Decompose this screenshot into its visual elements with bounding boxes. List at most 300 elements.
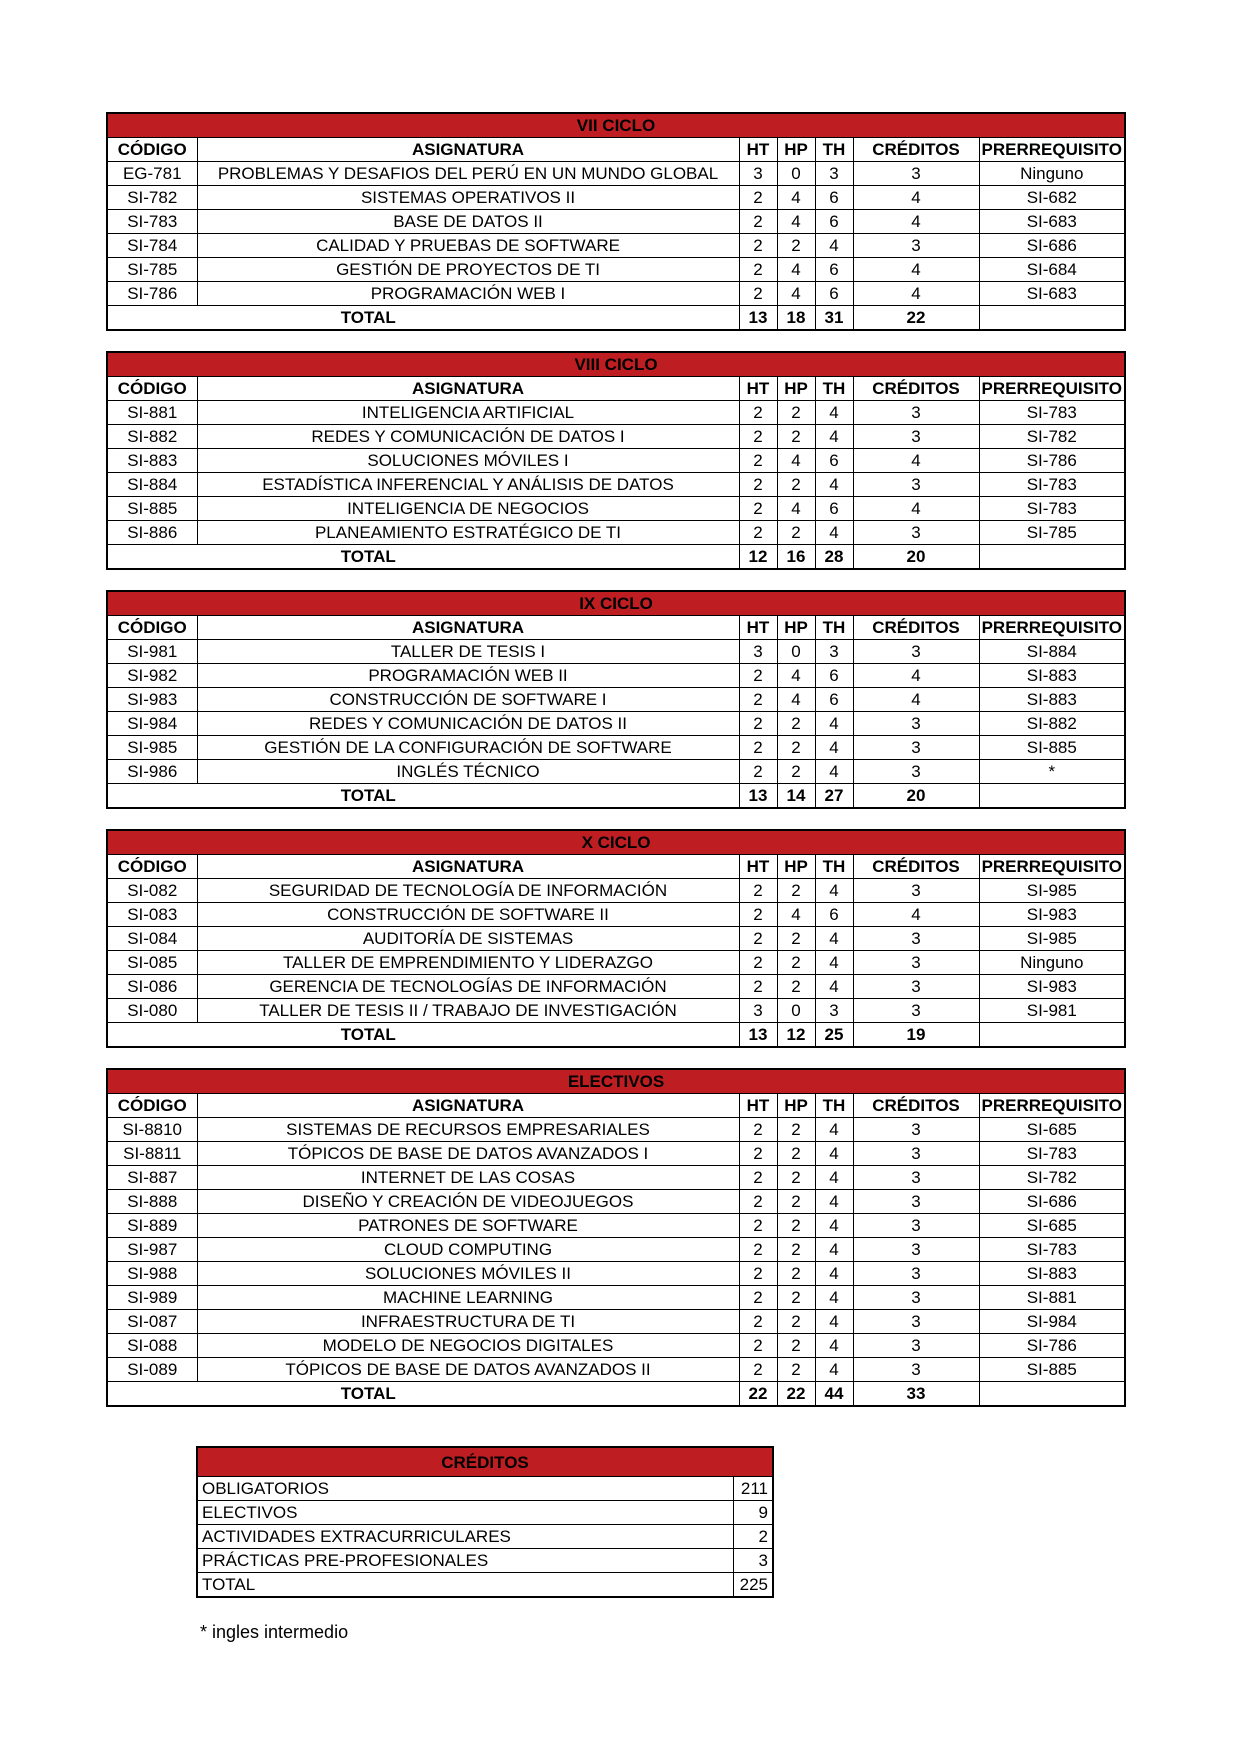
cell-creditos: 3 [853, 1190, 979, 1214]
cell-hp: 2 [777, 1238, 815, 1262]
cell-ht: 2 [739, 258, 777, 282]
cell-creditos: 4 [853, 449, 979, 473]
cell-prerrequisito: Ninguno [979, 951, 1125, 975]
cell-ht: 2 [739, 1142, 777, 1166]
column-header-th: TH [815, 1094, 853, 1118]
cell-creditos: 3 [853, 1334, 979, 1358]
table-row [107, 712, 1125, 736]
cell-hp: 0 [777, 640, 815, 664]
cell-hp: 2 [777, 1214, 815, 1238]
column-header-codigo: CÓDIGO [107, 377, 197, 401]
cell-th: 4 [815, 1118, 853, 1142]
cell-asignatura: REDES Y COMUNICACIÓN DE DATOS I [197, 425, 739, 449]
cell-th: 4 [815, 712, 853, 736]
cell-prerrequisito: SI-981 [979, 999, 1125, 1023]
cell-creditos: 3 [853, 425, 979, 449]
cell-hp: 4 [777, 664, 815, 688]
cell-hp: 2 [777, 425, 815, 449]
total-hp: 22 [777, 1382, 815, 1407]
cell-codigo: SI-083 [107, 903, 197, 927]
cell-prerrequisito: SI-883 [979, 664, 1125, 688]
cell-creditos: 3 [853, 879, 979, 903]
table-row [107, 1358, 1125, 1382]
cell-th: 4 [815, 1214, 853, 1238]
cell-prerrequisito: SI-783 [979, 401, 1125, 425]
cycle-title-row [107, 1069, 1125, 1094]
column-header-th: TH [815, 855, 853, 879]
total-hp: 18 [777, 306, 815, 331]
column-header-asignatura: ASIGNATURA [197, 616, 739, 640]
total-empty [979, 784, 1125, 809]
cell-prerrequisito: SI-884 [979, 640, 1125, 664]
cell-codigo: SI-986 [107, 760, 197, 784]
credits-label: ELECTIVOS [197, 1501, 733, 1525]
cell-asignatura: MACHINE LEARNING [197, 1286, 739, 1310]
table-row [107, 1334, 1125, 1358]
table-row [107, 664, 1125, 688]
total-label: TOTAL [107, 1023, 739, 1048]
cell-asignatura: GESTIÓN DE PROYECTOS DE TI [197, 258, 739, 282]
cell-th: 6 [815, 688, 853, 712]
total-creditos: 22 [853, 306, 979, 331]
cell-th: 4 [815, 401, 853, 425]
cell-creditos: 3 [853, 1118, 979, 1142]
credits-value: 9 [733, 1501, 773, 1525]
column-header-row [107, 377, 1125, 401]
cell-prerrequisito: SI-685 [979, 1214, 1125, 1238]
cell-prerrequisito: SI-782 [979, 425, 1125, 449]
cell-asignatura: REDES Y COMUNICACIÓN DE DATOS II [197, 712, 739, 736]
cell-creditos: 3 [853, 1358, 979, 1382]
cell-hp: 4 [777, 258, 815, 282]
cell-codigo: SI-8810 [107, 1118, 197, 1142]
table-row [107, 282, 1125, 306]
credits-value: 211 [733, 1477, 773, 1501]
cell-prerrequisito: SI-685 [979, 1118, 1125, 1142]
cell-hp: 2 [777, 1142, 815, 1166]
cell-hp: 2 [777, 521, 815, 545]
cell-creditos: 3 [853, 951, 979, 975]
cell-asignatura: AUDITORÍA DE SISTEMAS [197, 927, 739, 951]
cycle-table [106, 112, 1126, 331]
cell-hp: 2 [777, 401, 815, 425]
total-row [107, 784, 1125, 809]
cell-codigo: SI-882 [107, 425, 197, 449]
column-header-prerrequisito: PRERREQUISITO [979, 1094, 1125, 1118]
cell-hp: 2 [777, 1334, 815, 1358]
cell-creditos: 4 [853, 282, 979, 306]
cell-creditos: 4 [853, 186, 979, 210]
column-header-creditos: CRÉDITOS [853, 377, 979, 401]
column-header-codigo: CÓDIGO [107, 1094, 197, 1118]
cycle-title-row [107, 591, 1125, 616]
column-header-row [107, 1094, 1125, 1118]
cell-ht: 2 [739, 234, 777, 258]
cell-th: 4 [815, 975, 853, 999]
cell-codigo: SI-087 [107, 1310, 197, 1334]
cycle-table [106, 829, 1126, 1048]
cell-asignatura: GERENCIA DE TECNOLOGÍAS DE INFORMACIÓN [197, 975, 739, 999]
cell-hp: 2 [777, 879, 815, 903]
cell-prerrequisito: SI-984 [979, 1310, 1125, 1334]
cell-asignatura: PLANEAMIENTO ESTRATÉGICO DE TI [197, 521, 739, 545]
cell-th: 6 [815, 282, 853, 306]
cell-th: 6 [815, 664, 853, 688]
cell-th: 6 [815, 186, 853, 210]
cell-asignatura: INFRAESTRUCTURA DE TI [197, 1310, 739, 1334]
column-header-asignatura: ASIGNATURA [197, 138, 739, 162]
column-header-hp: HP [777, 616, 815, 640]
cell-codigo: SI-8811 [107, 1142, 197, 1166]
cell-th: 4 [815, 1310, 853, 1334]
table-row [107, 1190, 1125, 1214]
table-row [107, 927, 1125, 951]
total-row [107, 1023, 1125, 1048]
cell-creditos: 3 [853, 1286, 979, 1310]
cell-ht: 3 [739, 640, 777, 664]
cell-codigo: SI-783 [107, 210, 197, 234]
column-header-asignatura: ASIGNATURA [197, 1094, 739, 1118]
cell-ht: 2 [739, 1358, 777, 1382]
cell-codigo: SI-080 [107, 999, 197, 1023]
cell-prerrequisito: SI-883 [979, 1262, 1125, 1286]
cell-asignatura: CALIDAD Y PRUEBAS DE SOFTWARE [197, 234, 739, 258]
cell-th: 3 [815, 162, 853, 186]
cell-hp: 0 [777, 999, 815, 1023]
cell-th: 6 [815, 210, 853, 234]
cell-hp: 2 [777, 736, 815, 760]
cell-th: 4 [815, 760, 853, 784]
cell-ht: 2 [739, 712, 777, 736]
cell-prerrequisito: SI-782 [979, 1166, 1125, 1190]
total-creditos: 19 [853, 1023, 979, 1048]
cell-ht: 2 [739, 210, 777, 234]
cell-codigo: SI-984 [107, 712, 197, 736]
cell-creditos: 3 [853, 1262, 979, 1286]
column-header-asignatura: ASIGNATURA [197, 377, 739, 401]
total-label: TOTAL [107, 784, 739, 809]
total-ht: 22 [739, 1382, 777, 1407]
cell-asignatura: ESTADÍSTICA INFERENCIAL Y ANÁLISIS DE DATOS [197, 473, 739, 497]
table-row [107, 449, 1125, 473]
table-row [107, 999, 1125, 1023]
cell-creditos: 3 [853, 401, 979, 425]
cell-hp: 2 [777, 1166, 815, 1190]
cell-asignatura: DISEÑO Y CREACIÓN DE VIDEOJUEGOS [197, 1190, 739, 1214]
cell-creditos: 4 [853, 664, 979, 688]
total-creditos: 20 [853, 545, 979, 570]
column-header-ht: HT [739, 377, 777, 401]
cell-asignatura: PATRONES DE SOFTWARE [197, 1214, 739, 1238]
cell-asignatura: INTELIGENCIA DE NEGOCIOS [197, 497, 739, 521]
total-hp: 14 [777, 784, 815, 809]
table-row [107, 186, 1125, 210]
cell-th: 4 [815, 951, 853, 975]
cell-ht: 2 [739, 951, 777, 975]
cell-codigo: EG-781 [107, 162, 197, 186]
cell-asignatura: SEGURIDAD DE TECNOLOGÍA DE INFORMACIÓN [197, 879, 739, 903]
cell-hp: 0 [777, 162, 815, 186]
cell-hp: 2 [777, 951, 815, 975]
cell-hp: 2 [777, 975, 815, 999]
cell-prerrequisito: SI-686 [979, 234, 1125, 258]
cycle-title-row [107, 830, 1125, 855]
table-row [107, 640, 1125, 664]
cell-ht: 2 [739, 903, 777, 927]
cell-codigo: SI-086 [107, 975, 197, 999]
total-th: 27 [815, 784, 853, 809]
cell-codigo: SI-785 [107, 258, 197, 282]
cell-prerrequisito: SI-985 [979, 879, 1125, 903]
table-row [107, 760, 1125, 784]
total-label: TOTAL [107, 545, 739, 570]
cycle-table [106, 351, 1126, 570]
cell-th: 6 [815, 258, 853, 282]
cell-th: 4 [815, 1238, 853, 1262]
total-ht: 13 [739, 306, 777, 331]
cell-creditos: 3 [853, 1142, 979, 1166]
cell-codigo: SI-884 [107, 473, 197, 497]
table-row [107, 879, 1125, 903]
cell-ht: 2 [739, 1190, 777, 1214]
cell-th: 4 [815, 1334, 853, 1358]
column-header-ht: HT [739, 616, 777, 640]
cell-prerrequisito: SI-786 [979, 1334, 1125, 1358]
cell-creditos: 3 [853, 736, 979, 760]
cell-asignatura: CLOUD COMPUTING [197, 1238, 739, 1262]
cell-hp: 2 [777, 234, 815, 258]
cell-creditos: 3 [853, 473, 979, 497]
cell-prerrequisito: SI-985 [979, 927, 1125, 951]
cell-th: 3 [815, 640, 853, 664]
cell-th: 4 [815, 521, 853, 545]
total-th: 28 [815, 545, 853, 570]
cell-ht: 2 [739, 927, 777, 951]
cell-th: 6 [815, 903, 853, 927]
cell-hp: 4 [777, 210, 815, 234]
cell-creditos: 3 [853, 162, 979, 186]
column-header-ht: HT [739, 138, 777, 162]
column-header-codigo: CÓDIGO [107, 616, 197, 640]
cell-creditos: 3 [853, 1238, 979, 1262]
cell-ht: 2 [739, 473, 777, 497]
cell-creditos: 3 [853, 927, 979, 951]
cycle-title: IX CICLO [107, 591, 1125, 616]
cell-hp: 4 [777, 497, 815, 521]
cell-creditos: 3 [853, 1166, 979, 1190]
column-header-prerrequisito: PRERREQUISITO [979, 138, 1125, 162]
table-row [107, 521, 1125, 545]
cell-codigo: SI-784 [107, 234, 197, 258]
table-row [107, 473, 1125, 497]
cell-codigo: SI-088 [107, 1334, 197, 1358]
cycle-title-row [107, 113, 1125, 138]
total-row [107, 545, 1125, 570]
column-header-hp: HP [777, 1094, 815, 1118]
cell-codigo: SI-988 [107, 1262, 197, 1286]
cell-th: 4 [815, 1166, 853, 1190]
cell-asignatura: TALLER DE TESIS I [197, 640, 739, 664]
table-row [107, 162, 1125, 186]
cell-codigo: SI-883 [107, 449, 197, 473]
cell-ht: 2 [739, 401, 777, 425]
cell-ht: 2 [739, 497, 777, 521]
cell-ht: 2 [739, 1286, 777, 1310]
credits-summary-table [196, 1446, 774, 1598]
cell-codigo: SI-887 [107, 1166, 197, 1190]
cell-creditos: 3 [853, 712, 979, 736]
cell-hp: 2 [777, 1358, 815, 1382]
total-hp: 16 [777, 545, 815, 570]
credits-label: ACTIVIDADES EXTRACURRICULARES [197, 1525, 733, 1549]
cell-creditos: 3 [853, 521, 979, 545]
cell-ht: 2 [739, 879, 777, 903]
cell-hp: 4 [777, 186, 815, 210]
cell-creditos: 4 [853, 210, 979, 234]
cell-ht: 2 [739, 760, 777, 784]
cell-creditos: 4 [853, 688, 979, 712]
credits-value: 3 [733, 1549, 773, 1573]
cell-prerrequisito: SI-885 [979, 1358, 1125, 1382]
cell-hp: 2 [777, 1262, 815, 1286]
column-header-hp: HP [777, 138, 815, 162]
table-row [107, 1214, 1125, 1238]
cell-ht: 3 [739, 999, 777, 1023]
cell-prerrequisito: SI-786 [979, 449, 1125, 473]
cell-asignatura: INTELIGENCIA ARTIFICIAL [197, 401, 739, 425]
cell-codigo: SI-885 [107, 497, 197, 521]
cell-asignatura: CONSTRUCCIÓN DE SOFTWARE II [197, 903, 739, 927]
cell-th: 3 [815, 999, 853, 1023]
total-row [107, 306, 1125, 331]
cell-prerrequisito: SI-883 [979, 688, 1125, 712]
cell-hp: 2 [777, 712, 815, 736]
cell-prerrequisito: Ninguno [979, 162, 1125, 186]
cell-ht: 2 [739, 1238, 777, 1262]
cell-asignatura: SISTEMAS DE RECURSOS EMPRESARIALES [197, 1118, 739, 1142]
cell-prerrequisito: SI-683 [979, 210, 1125, 234]
cell-th: 4 [815, 1190, 853, 1214]
cell-hp: 4 [777, 449, 815, 473]
cell-th: 4 [815, 927, 853, 951]
cycle-title: VIII CICLO [107, 352, 1125, 377]
cell-ht: 2 [739, 975, 777, 999]
cell-codigo: SI-982 [107, 664, 197, 688]
cell-creditos: 3 [853, 1310, 979, 1334]
cell-codigo: SI-084 [107, 927, 197, 951]
cell-prerrequisito: SI-783 [979, 497, 1125, 521]
cell-creditos: 4 [853, 497, 979, 521]
cell-th: 4 [815, 1358, 853, 1382]
total-ht: 12 [739, 545, 777, 570]
cell-asignatura: MODELO DE NEGOCIOS DIGITALES [197, 1334, 739, 1358]
cell-ht: 2 [739, 186, 777, 210]
cycle-title: ELECTIVOS [107, 1069, 1125, 1094]
total-hp: 12 [777, 1023, 815, 1048]
table-row [107, 497, 1125, 521]
cell-asignatura: SOLUCIONES MÓVILES II [197, 1262, 739, 1286]
table-row [107, 951, 1125, 975]
credits-summary-row [197, 1477, 773, 1501]
cell-asignatura: PROBLEMAS Y DESAFIOS DEL PERÚ EN UN MUNDO GLOBAL [197, 162, 739, 186]
cell-creditos: 3 [853, 999, 979, 1023]
cell-th: 6 [815, 449, 853, 473]
cell-th: 4 [815, 1142, 853, 1166]
column-header-codigo: CÓDIGO [107, 138, 197, 162]
cell-asignatura: BASE DE DATOS II [197, 210, 739, 234]
cell-codigo: SI-888 [107, 1190, 197, 1214]
cell-prerrequisito: SI-785 [979, 521, 1125, 545]
column-header-creditos: CRÉDITOS [853, 616, 979, 640]
cell-prerrequisito: SI-783 [979, 1238, 1125, 1262]
table-row [107, 1310, 1125, 1334]
cell-ht: 2 [739, 282, 777, 306]
credits-summary-title: CRÉDITOS [197, 1447, 773, 1477]
credits-label: OBLIGATORIOS [197, 1477, 733, 1501]
cell-asignatura: PROGRAMACIÓN WEB I [197, 282, 739, 306]
cell-codigo: SI-985 [107, 736, 197, 760]
footnote: * ingles intermedio [200, 1622, 349, 1642]
table-row [107, 1166, 1125, 1190]
cell-prerrequisito: SI-682 [979, 186, 1125, 210]
table-row [107, 234, 1125, 258]
cell-ht: 3 [739, 162, 777, 186]
cell-th: 6 [815, 497, 853, 521]
column-header-hp: HP [777, 377, 815, 401]
cell-ht: 2 [739, 736, 777, 760]
total-row [107, 1382, 1125, 1407]
column-header-codigo: CÓDIGO [107, 855, 197, 879]
total-empty [979, 1382, 1125, 1407]
cell-hp: 4 [777, 903, 815, 927]
cell-prerrequisito: SI-882 [979, 712, 1125, 736]
total-creditos: 20 [853, 784, 979, 809]
cell-ht: 2 [739, 425, 777, 449]
credits-value: 2 [733, 1525, 773, 1549]
table-row [107, 401, 1125, 425]
cell-hp: 4 [777, 688, 815, 712]
column-header-th: TH [815, 616, 853, 640]
table-row [107, 975, 1125, 999]
column-header-creditos: CRÉDITOS [853, 855, 979, 879]
table-row [107, 1238, 1125, 1262]
cell-asignatura: SOLUCIONES MÓVILES I [197, 449, 739, 473]
cell-asignatura: TÓPICOS DE BASE DE DATOS AVANZADOS I [197, 1142, 739, 1166]
cycle-title: VII CICLO [107, 113, 1125, 138]
cell-creditos: 4 [853, 903, 979, 927]
cell-ht: 2 [739, 1166, 777, 1190]
cell-codigo: SI-085 [107, 951, 197, 975]
total-th: 25 [815, 1023, 853, 1048]
cell-asignatura: TALLER DE TESIS II / TRABAJO DE INVESTIGACIÓN [197, 999, 739, 1023]
cell-codigo: SI-089 [107, 1358, 197, 1382]
total-th: 31 [815, 306, 853, 331]
cell-codigo: SI-886 [107, 521, 197, 545]
cell-creditos: 3 [853, 1214, 979, 1238]
cell-hp: 2 [777, 1310, 815, 1334]
cell-prerrequisito: SI-684 [979, 258, 1125, 282]
cell-prerrequisito: SI-686 [979, 1190, 1125, 1214]
cell-ht: 2 [739, 664, 777, 688]
cell-ht: 2 [739, 521, 777, 545]
cell-ht: 2 [739, 1334, 777, 1358]
total-th: 44 [815, 1382, 853, 1407]
column-header-asignatura: ASIGNATURA [197, 855, 739, 879]
credits-label: TOTAL [197, 1573, 733, 1598]
table-row [107, 425, 1125, 449]
cycle-table [106, 1068, 1126, 1407]
column-header-ht: HT [739, 855, 777, 879]
